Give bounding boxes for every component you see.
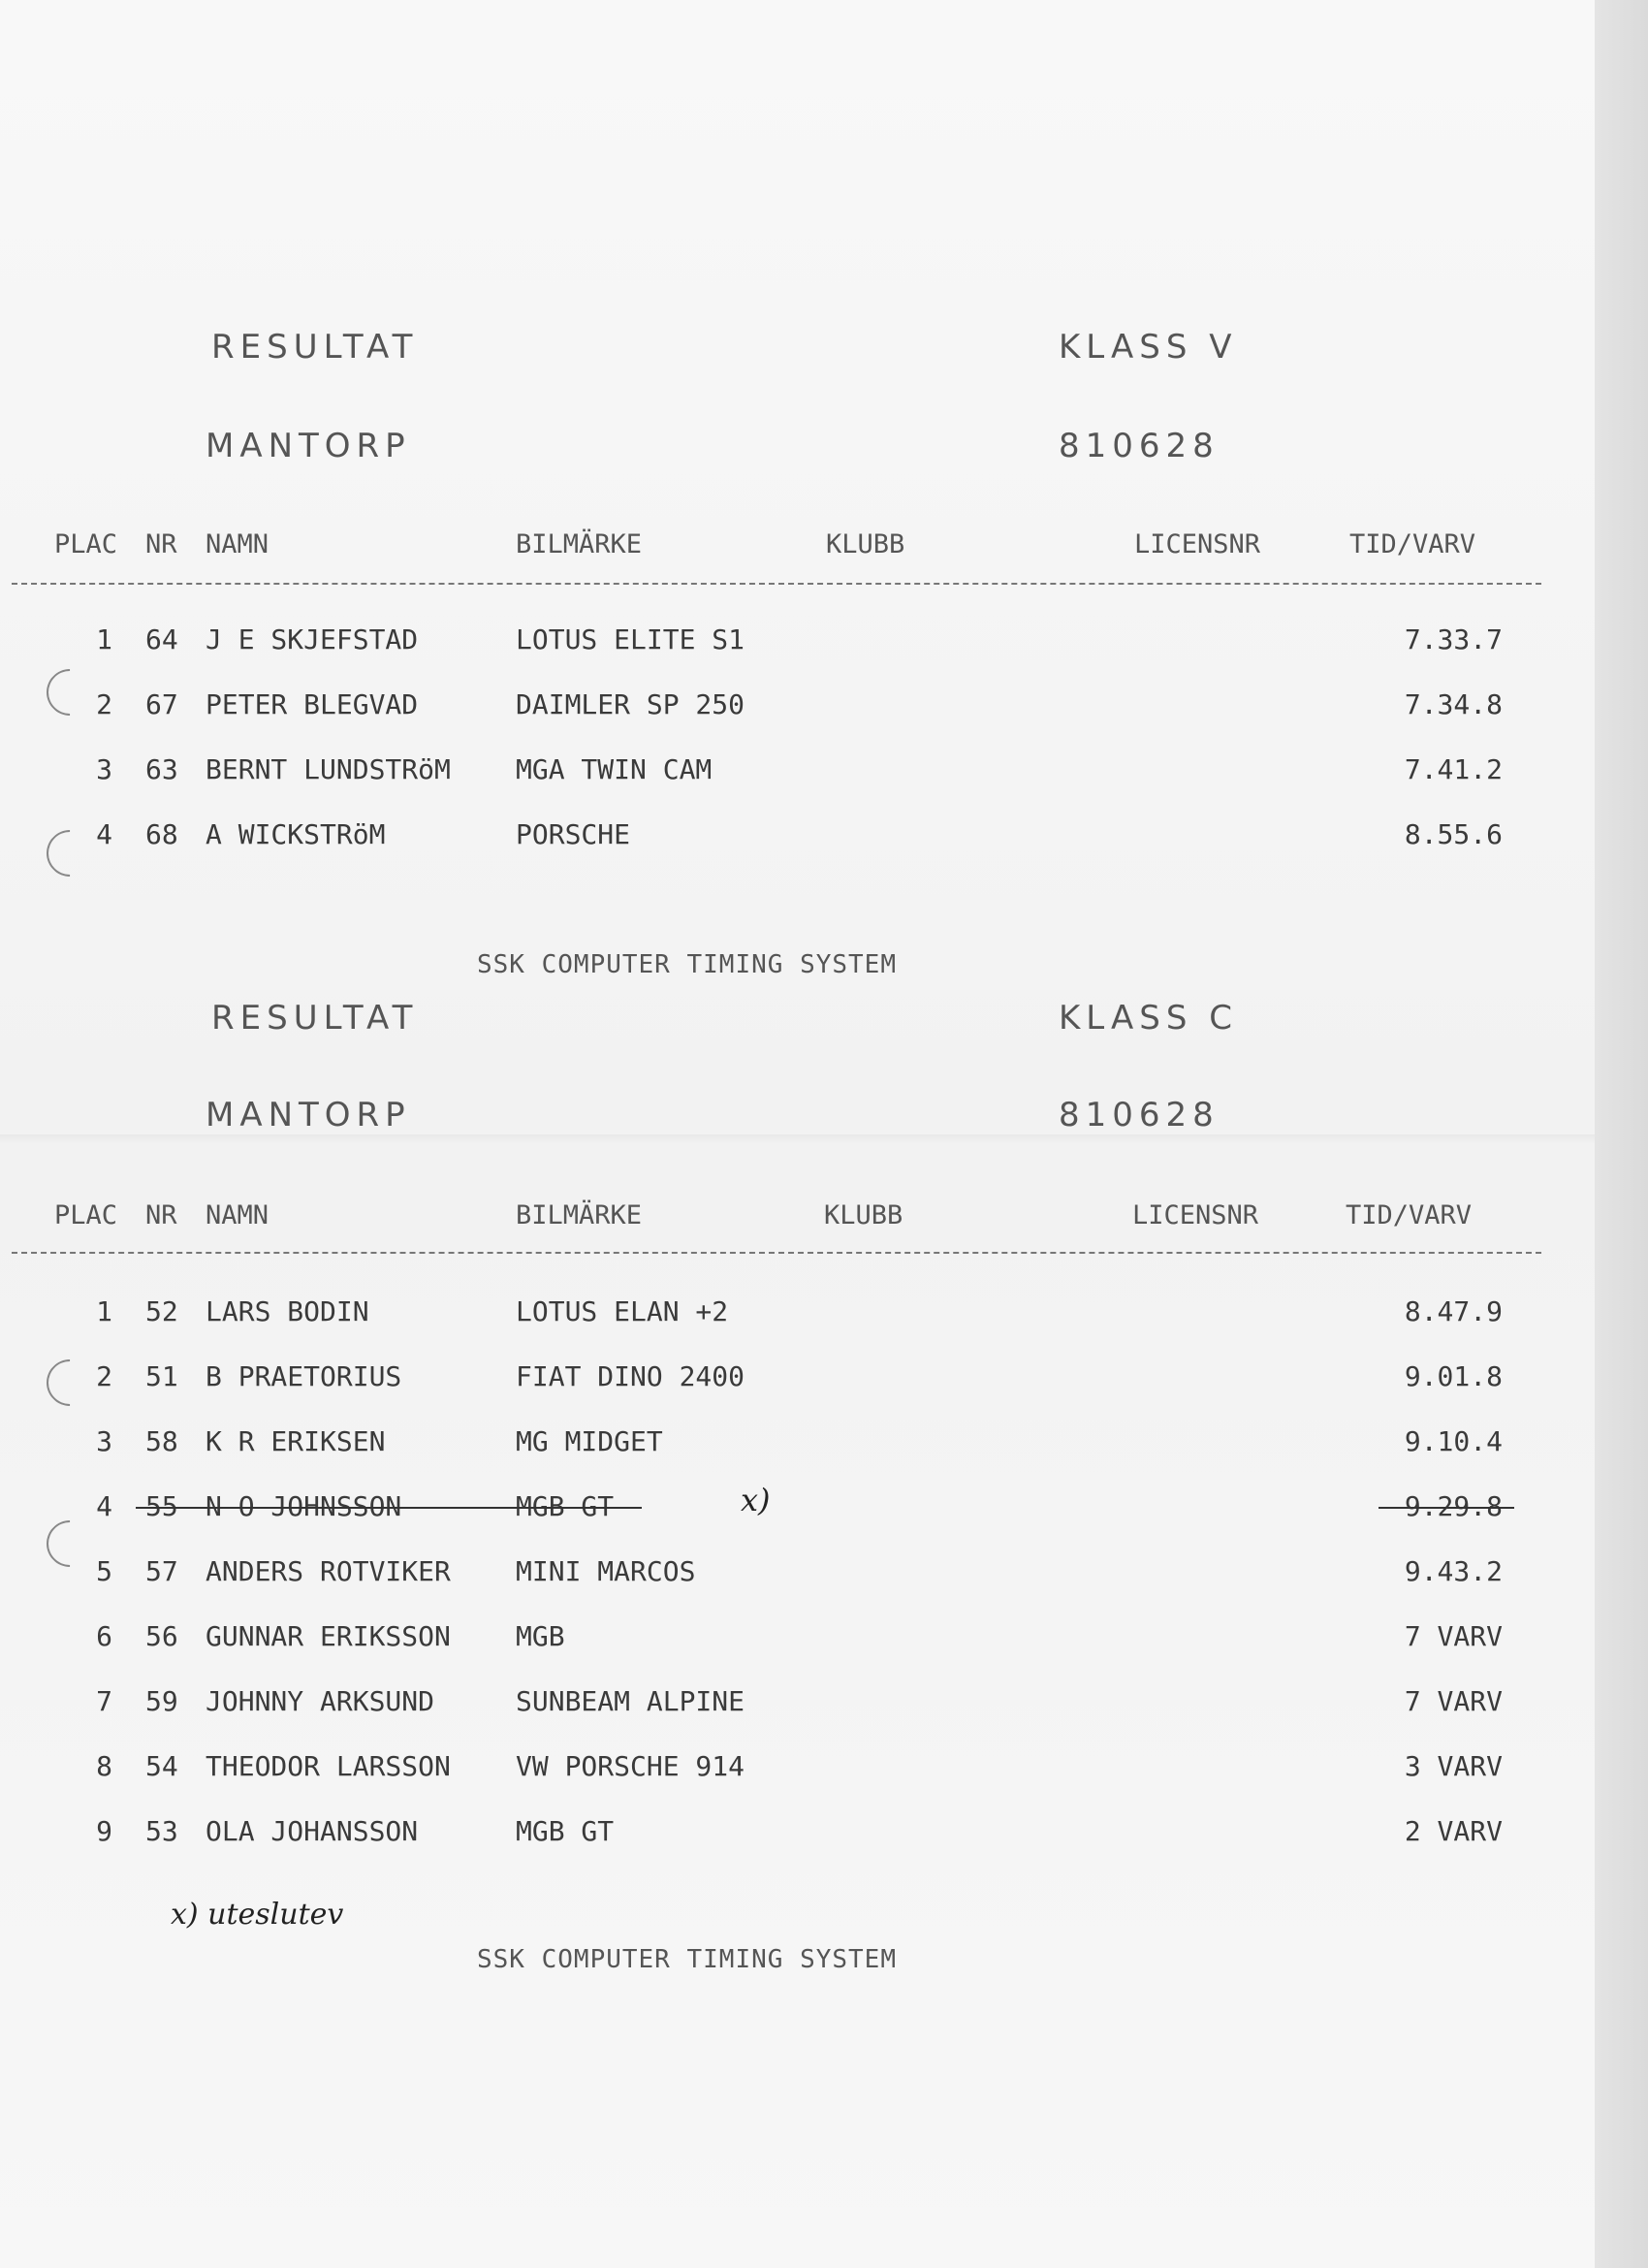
cell-tid: 7.33.7 [1404,623,1503,655]
cell-nr: 58 [145,1425,178,1457]
col-licensnr: LICENSNR [1132,1200,1259,1230]
cell-tid: 8.55.6 [1404,818,1503,850]
cell-namn: A WICKSTRöM [206,818,386,850]
cell-plac: 8 [96,1750,112,1782]
table-row [0,1685,1595,1724]
cell-tid: 9.01.8 [1404,1360,1503,1392]
venue-label: MANTORP [206,427,411,465]
col-namn: NAMN [206,1200,269,1230]
cell-tid: 9.29.8 [1404,1490,1503,1522]
cell-nr: 64 [145,623,178,655]
cell-plac: 3 [96,753,112,785]
cell-plac: 2 [96,688,112,720]
col-plac: PLAC [54,529,118,559]
cell-tid: 7 VARV [1404,1620,1503,1652]
cell-bilmarke: MINI MARCOS [516,1555,696,1587]
handwritten-exclusion-mark: x) [741,1482,771,1518]
cell-nr: 54 [145,1750,178,1782]
cell-namn: PETER BLEGVAD [206,688,419,720]
table-row [0,1815,1595,1854]
table-row [0,1425,1595,1464]
cell-tid: 3 VARV [1404,1750,1503,1782]
cell-bilmarke: MGA TWIN CAM [516,753,713,785]
table-row [0,753,1595,792]
cell-bilmarke: DAIMLER SP 250 [516,688,745,720]
cell-namn: J E SKJEFSTAD [206,623,419,655]
col-nr: NR [145,1200,177,1230]
cell-nr: 59 [145,1685,178,1717]
cell-bilmarke: VW PORSCHE 914 [516,1750,745,1782]
cell-tid: 2 VARV [1404,1815,1503,1847]
cell-tid: 9.10.4 [1404,1425,1503,1457]
table-row [0,623,1595,662]
cell-tid: 7 VARV [1404,1685,1503,1717]
table-row [0,1620,1595,1659]
cell-namn: K R ERIKSEN [206,1425,386,1457]
cell-bilmarke: MGB GT [516,1815,615,1847]
cell-tid: 7.41.2 [1404,753,1503,785]
table-row [0,1360,1595,1399]
table-row [0,1295,1595,1334]
dashed-divider [12,1252,1541,1254]
cell-nr: 56 [145,1620,178,1652]
cell-nr: 68 [145,818,178,850]
cell-bilmarke: PORSCHE [516,818,631,850]
cell-plac: 1 [96,1295,112,1327]
col-bilmarke: BILMÄRKE [516,529,643,559]
cell-nr: 63 [145,753,178,785]
col-namn: NAMN [206,529,269,559]
col-tid: TID/VARV [1346,1200,1473,1230]
cell-nr: 52 [145,1295,178,1327]
strikethrough-line [1379,1507,1514,1509]
cell-namn: ANDERS ROTVIKER [206,1555,451,1587]
cell-namn: N O JOHNSSON [206,1490,402,1522]
table-row [0,818,1595,857]
cell-nr: 67 [145,688,178,720]
cell-tid: 8.47.9 [1404,1295,1503,1327]
cell-plac: 5 [96,1555,112,1587]
cell-namn: OLA JOHANSSON [206,1815,419,1847]
cell-namn: B PRAETORIUS [206,1360,402,1392]
cell-nr: 53 [145,1815,178,1847]
cell-bilmarke: SUNBEAM ALPINE [516,1685,745,1717]
table-row [0,688,1595,727]
venue-label: MANTORP [206,1096,411,1134]
cell-namn: THEODOR LARSSON [206,1750,451,1782]
cell-plac: 6 [96,1620,112,1652]
col-tid: TID/VARV [1349,529,1476,559]
col-klubb: KLUBB [826,529,905,559]
cell-namn: GUNNAR ERIKSSON [206,1620,451,1652]
section-title: RESULTAT [211,328,419,367]
dashed-divider [12,583,1541,585]
col-plac: PLAC [54,1200,118,1230]
cell-plac: 2 [96,1360,112,1392]
cell-bilmarke: MGB GT [516,1490,615,1522]
table-row [0,1750,1595,1789]
col-licensnr: LICENSNR [1134,529,1261,559]
table-row-struck [0,1490,1595,1529]
cell-plac: 4 [96,1490,112,1522]
col-nr: NR [145,529,177,559]
cell-nr: 57 [145,1555,178,1587]
section-title: RESULTAT [211,999,419,1038]
cell-namn: BERNT LUNDSTRöM [206,753,451,785]
cell-bilmarke: MG MIDGET [516,1425,663,1457]
cell-namn: LARS BODIN [206,1295,369,1327]
cell-bilmarke: LOTUS ELAN +2 [516,1295,729,1327]
cell-bilmarke: FIAT DINO 2400 [516,1360,745,1392]
cell-namn: JOHNNY ARKSUND [206,1685,435,1717]
cell-plac: 7 [96,1685,112,1717]
handwritten-footnote: x) uteslutev [171,1898,344,1932]
date-label: 810628 [1059,427,1220,465]
cell-plac: 3 [96,1425,112,1457]
class-label: KLASS V [1059,328,1238,367]
col-klubb: KLUBB [824,1200,903,1230]
col-bilmarke: BILMÄRKE [516,1200,643,1230]
cell-nr: 55 [145,1490,178,1522]
cell-tid: 7.34.8 [1404,688,1503,720]
date-label: 810628 [1059,1096,1220,1134]
footer-timing-system: SSK COMPUTER TIMING SYSTEM [477,1945,897,1974]
cell-plac: 4 [96,818,112,850]
cell-bilmarke: MGB [516,1620,565,1652]
footer-timing-system: SSK COMPUTER TIMING SYSTEM [477,950,897,979]
paper-edge [1595,0,1648,2268]
strikethrough-line [136,1507,642,1509]
fold-crease [0,1134,1595,1144]
cell-nr: 51 [145,1360,178,1392]
class-label: KLASS C [1059,999,1238,1038]
cell-plac: 1 [96,623,112,655]
cell-bilmarke: LOTUS ELITE S1 [516,623,745,655]
cell-tid: 9.43.2 [1404,1555,1503,1587]
table-row [0,1555,1595,1594]
cell-plac: 9 [96,1815,112,1847]
